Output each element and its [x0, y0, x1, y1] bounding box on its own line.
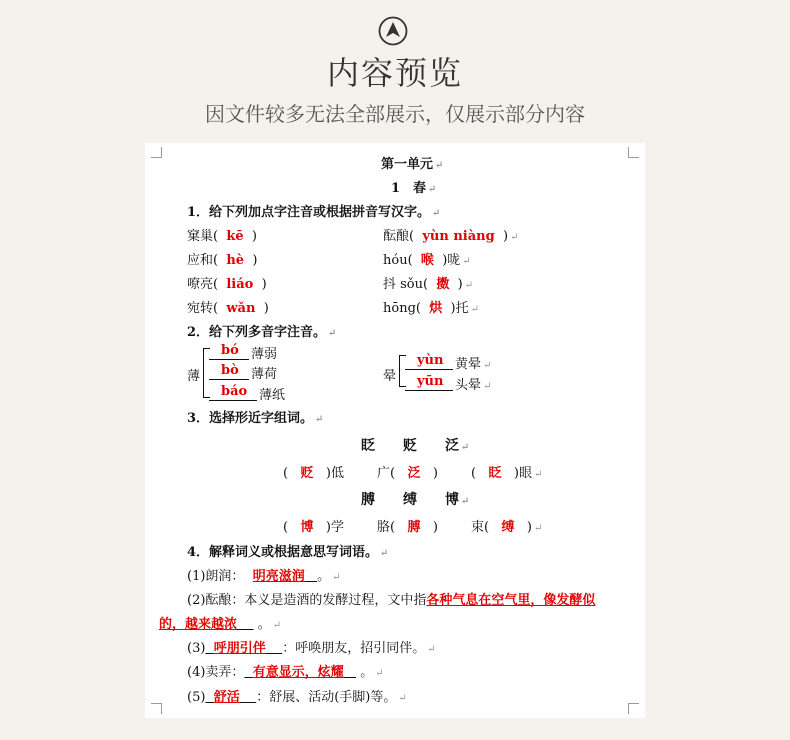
polyphone-item: bò: [221, 363, 239, 378]
q4-item-3: (3) 呼朋引伴 ：呼唤朋友，招引同伴。 ↵: [187, 641, 436, 656]
q3-item: 广( 泛 ): [377, 466, 438, 481]
brace: [399, 355, 406, 387]
q3-item: ( 博 )学: [283, 520, 344, 535]
question-1-heading: 1．给下列加点字注音或根据拼音写汉字。 ↵: [187, 205, 441, 220]
question-2-heading: 2．给下列多音字注音。 ↵: [187, 325, 337, 340]
polyphone-item: yùn: [417, 353, 444, 368]
polyphone-word: 薄荷: [251, 367, 278, 382]
polyphone-word: 头晕 ↵: [455, 378, 492, 393]
q1-item: hōng( 烘 )托 ↵: [383, 301, 479, 316]
compass-logo-icon: [378, 16, 408, 46]
brace: [203, 348, 210, 398]
q4-item-2: (2)酝酿：本义是造酒的发酵过程，文中指各种气息在空气里，像发酵似: [187, 593, 596, 608]
q3-item: ( 眨 )眼 ↵: [471, 466, 543, 481]
q1-item: 应和( hè ): [187, 253, 258, 268]
q1-item: 酝酿( yùn niàng ) ↵: [383, 229, 519, 244]
char-group: 眨 贬 泛 ↵: [361, 438, 470, 454]
crop-mark: [151, 147, 162, 158]
answer-underline: [209, 359, 249, 360]
q1-item: 嘹亮( liáo ): [187, 277, 267, 292]
polyphone-item: báo: [221, 384, 248, 399]
page-title: 内容预览: [326, 54, 463, 92]
answer-underline: [405, 390, 453, 391]
unit-title: 第一单元 ↵: [381, 157, 444, 172]
polyphone-char: 晕: [383, 369, 397, 384]
answer-underline: [209, 400, 257, 401]
q4-item-4: (4)卖弄： 有意显示，炫耀 。 ↵: [187, 665, 384, 680]
q4-item-5: (5) 舒活 ：舒展、活动(手脚)等。 ↵: [187, 690, 407, 705]
q1-item: 窠巢( kē ): [187, 229, 257, 244]
char-group: 膊 缚 博 ↵: [361, 492, 470, 508]
answer-underline: [405, 369, 453, 370]
crop-mark: [151, 703, 162, 714]
question-3-heading: 3．选择形近字组词。 ↵: [187, 411, 324, 426]
document-preview: [145, 143, 645, 718]
q3-item: 束( 缚 ) ↵: [471, 520, 543, 535]
polyphone-char: 薄: [187, 369, 201, 384]
crop-mark: [628, 703, 639, 714]
q4-item-2-cont: 的，越来越浓 。 ↵: [159, 617, 282, 632]
lesson-title: 1 春 ↵: [391, 181, 437, 196]
answer-underline: [209, 379, 249, 380]
crop-mark: [628, 147, 639, 158]
page-subtitle: 因文件较多无法全部展示，仅展示部分内容: [205, 102, 585, 126]
q3-item: ( 贬 )低: [283, 466, 344, 481]
polyphone-word: 黄晕 ↵: [455, 357, 492, 372]
polyphone-item: bó: [221, 343, 239, 358]
polyphone-word: 薄弱: [251, 347, 278, 362]
polyphone-word: 薄纸: [259, 388, 286, 403]
q1-item: 宛转( wǎn ): [187, 301, 269, 316]
q1-item: 抖 sǒu( 擞 ) ↵: [383, 277, 474, 292]
q1-item: hóu( 喉 )咙 ↵: [383, 253, 471, 268]
q3-item: 胳( 膊 ): [377, 520, 438, 535]
question-4-heading: 4．解释词义或根据意思写词语。 ↵: [187, 545, 389, 560]
q4-item-1: (1)朗润： 明亮滋润 。 ↵: [187, 569, 341, 584]
polyphone-item: yūn: [417, 374, 444, 389]
